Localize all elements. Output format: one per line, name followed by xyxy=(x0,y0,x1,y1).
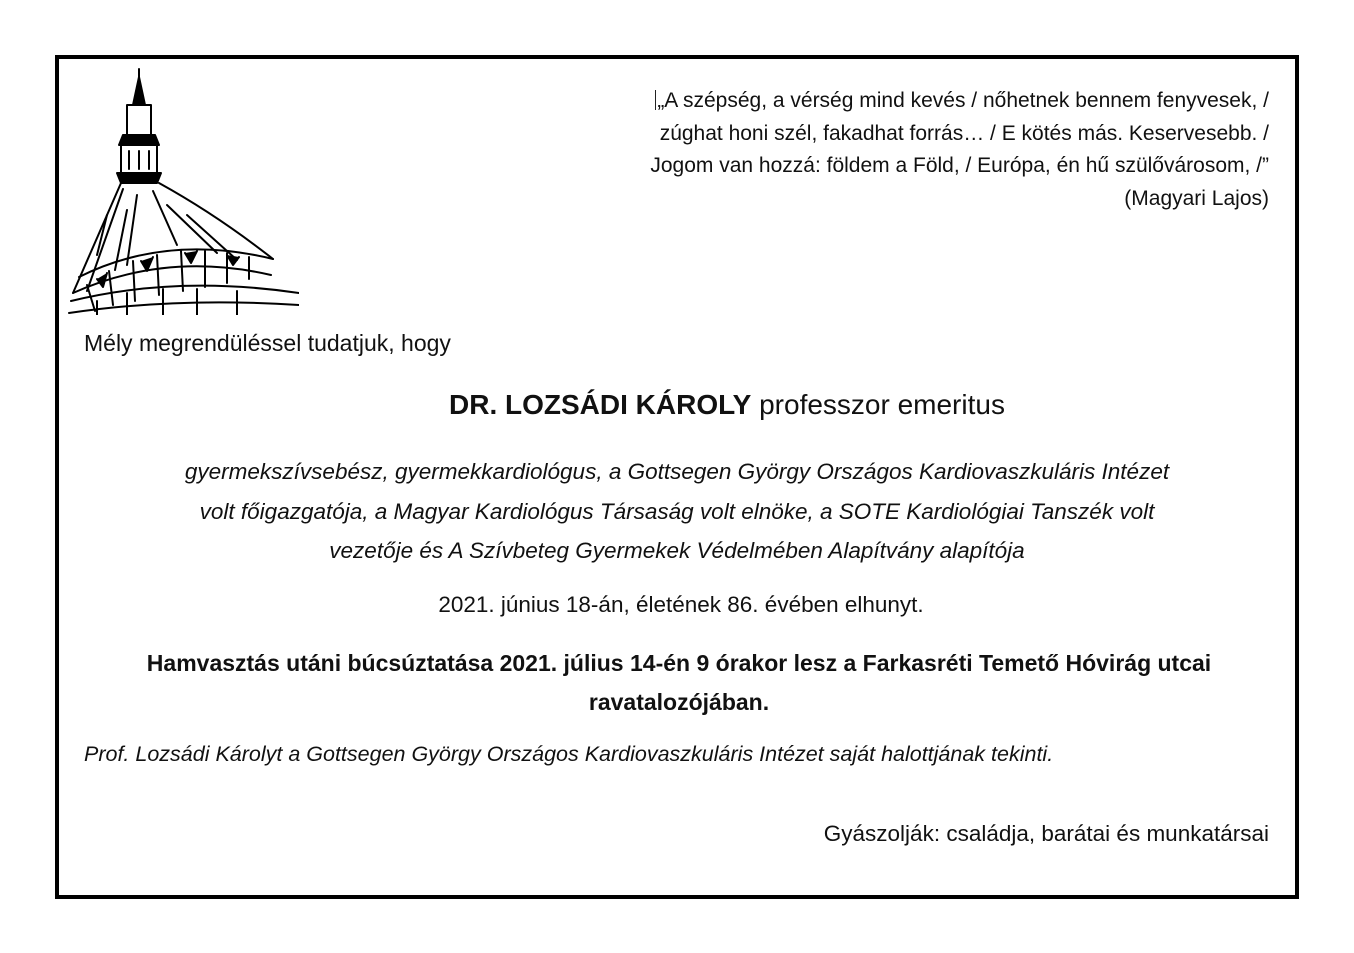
titles-line: vezetője és A Szívbeteg Gyermekek Védelmében Alapítvány alapítója xyxy=(329,538,1025,563)
funeral-info xyxy=(69,644,1289,722)
poem-line: „A szépség, a vérség mind kevés / nőhetnek bennem fenyvesek, / xyxy=(657,89,1269,112)
church-tower-icon xyxy=(67,65,299,315)
obituary-notice xyxy=(55,55,1299,899)
deceased-titles xyxy=(69,452,1285,571)
mourners-line: Gyászolják: családja, barátai és munkatársai xyxy=(823,821,1269,846)
intro-text: Mély megrendüléssel tudatjuk, hogy xyxy=(84,330,451,356)
deceased-rank: professzor emeritus xyxy=(759,389,1005,420)
titles-line: gyermekszívsebész, gyermekkardiológus, a Gottsegen György Országos Kardiovaszkuláris Intézet xyxy=(184,459,1170,484)
deceased-name: DR. LOZSÁDI KÁROLY xyxy=(449,389,752,420)
death-date: 2021. június 18-án, életének 86. évében elhunyt. xyxy=(438,592,924,617)
poem-line: zúghat honi szél, fakadhat forrás… / E kötés más. Keservesebb. / xyxy=(659,121,1269,145)
institute-note: Prof. Lozsádi Károlyt a Gottsegen György Országos Kardiovaszkuláris Intézet saját halottjának tekinti. xyxy=(84,742,1054,766)
poem-quote xyxy=(549,85,1269,215)
poem-attribution: (Magyari Lajos) xyxy=(1124,186,1269,210)
poem-line: Jogom van hozzá: földem a Föld, / Európa, én hű szülővárosom, /” xyxy=(650,154,1269,177)
titles-line: volt főigazgatója, a Magyar Kardiológus Társaság volt elnöke, a SOTE Kardiológiai Tanszék volt xyxy=(199,498,1155,524)
funeral-line: Hamvasztás utáni búcsúztatása 2021. július 14-én 9 órakor lesz a Farkasréti Temető Hóvirág utcai xyxy=(146,650,1212,676)
funeral-line: ravatalozójában. xyxy=(588,689,770,715)
deceased-heading xyxy=(449,389,1005,421)
